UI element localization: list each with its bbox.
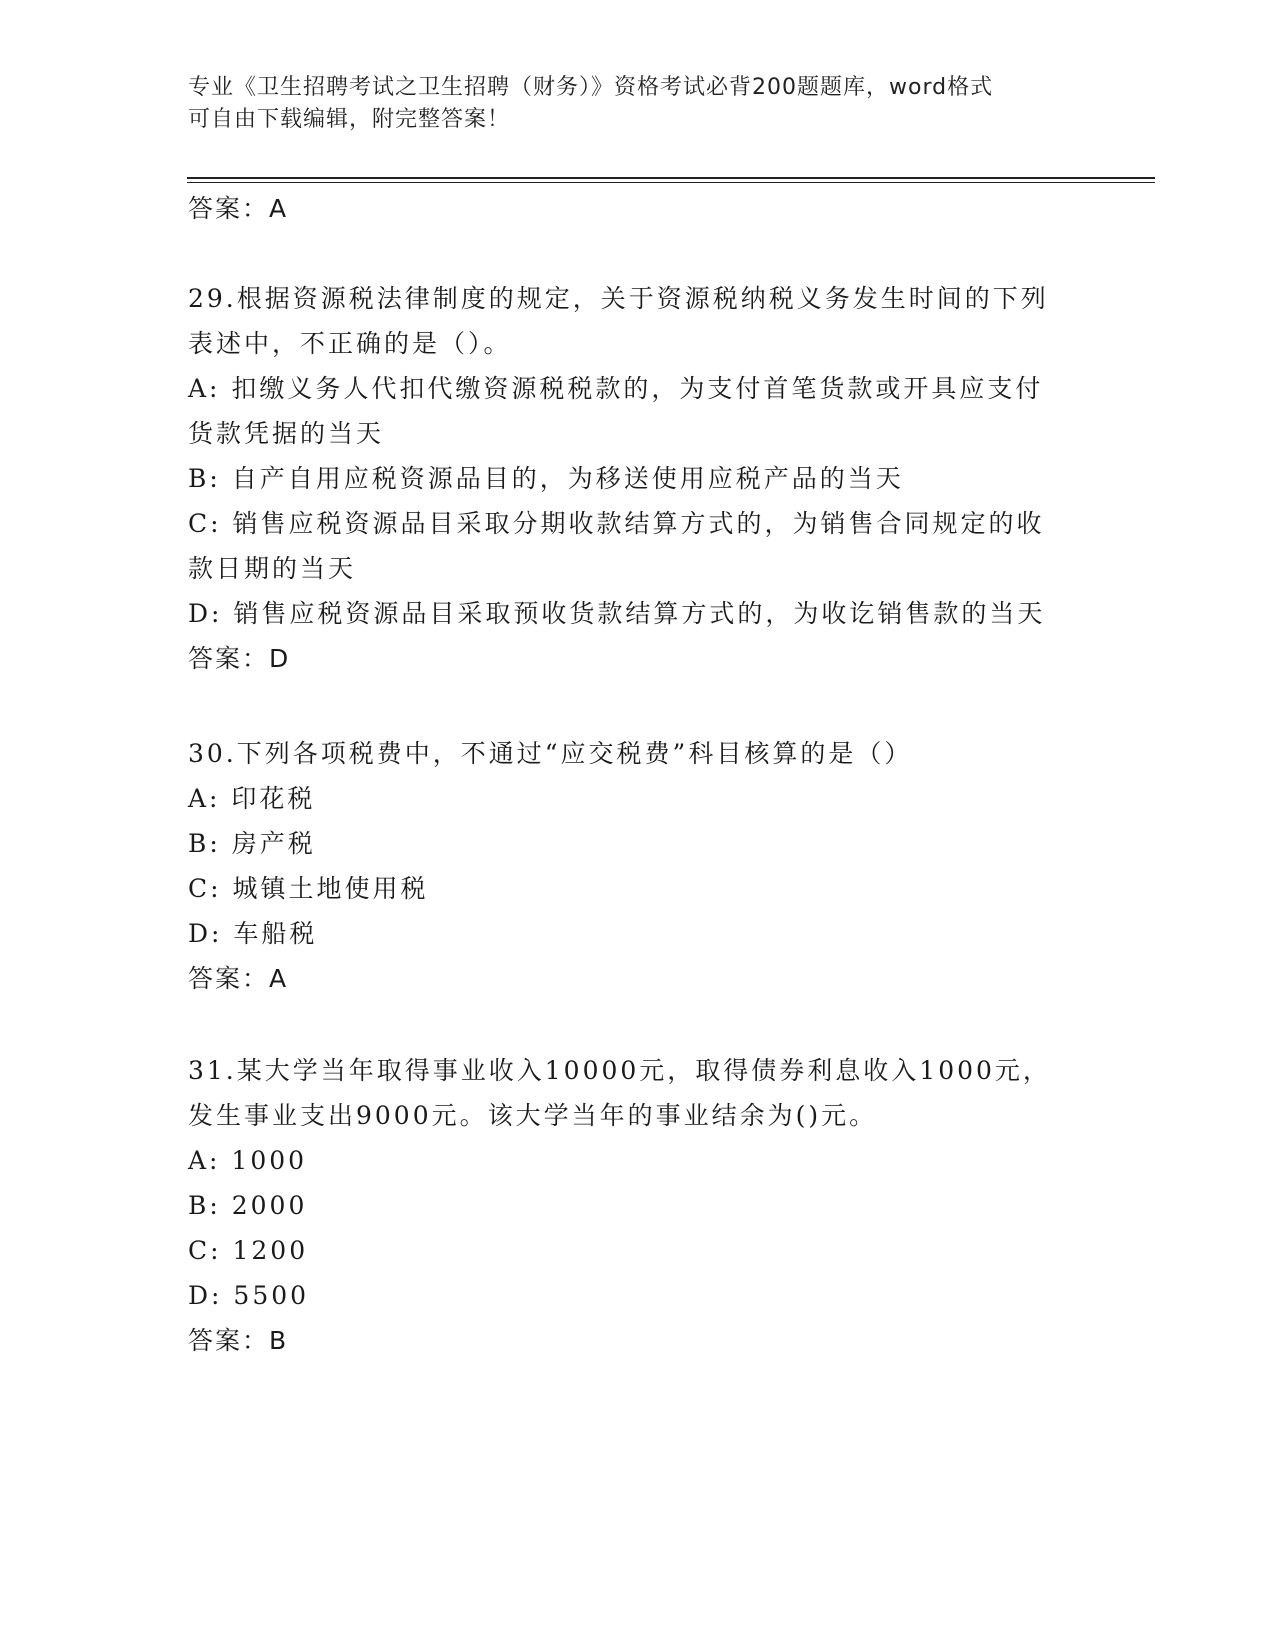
option-c-line: C: 1200 (188, 1236, 309, 1265)
option-b-line: B: 房产税 (188, 829, 316, 858)
header-line-2: 可自由下载编辑，附完整答案！ (188, 107, 511, 132)
question-answer: 答案：A (188, 964, 289, 993)
option-c-line: C: 城镇土地使用税 (188, 874, 429, 903)
question-stem-line: 29.根据资源税法律制度的规定，关于资源税纳税义务发生时间的下列 (188, 284, 1049, 313)
previous-answer-block (188, 186, 1068, 231)
question-stem-line: 表述中，不正确的是（）。 (188, 329, 512, 358)
header-rule-thin (187, 182, 1155, 183)
option-d-line: D: 销售应税资源品目采取预收货款结算方式的，为收讫销售款的当天 (188, 599, 1046, 628)
question-answer: 答案：D (188, 644, 291, 673)
option-c-line: 款日期的当天 (188, 554, 357, 583)
question-stem-line: 30.下列各项税费中，不通过“应交税费”科目核算的是（） (188, 739, 913, 768)
question-30 (188, 731, 1068, 1001)
option-a-line: A: 1000 (188, 1146, 308, 1175)
option-a-line: 货款凭据的当天 (188, 419, 385, 448)
option-c-line: C: 销售应税资源品目采取分期收款结算方式的，为销售合同规定的收 (188, 509, 1045, 538)
option-a-line: A: 扣缴义务人代扣代缴资源税税款的，为支付首笔货款或开具应支付 (188, 374, 1044, 403)
question-29 (188, 276, 1068, 681)
header-rule-thick (187, 177, 1155, 179)
question-31 (188, 1048, 1068, 1363)
header-line-1: 专业《卫生招聘考试之卫生招聘（财务）》资格考试必背200题题库，word格式 (188, 75, 994, 100)
option-b-line: B: 自产自用应税资源品目的，为移送使用应税产品的当天 (188, 464, 904, 493)
option-d-line: D: 5500 (188, 1281, 310, 1310)
question-stem-line: 31.某大学当年取得事业收入10000元，取得债券利息收入1000元， (188, 1056, 1051, 1085)
document-header (188, 72, 1088, 136)
option-a-line: A: 印花税 (188, 784, 316, 813)
question-answer: 答案：B (188, 1326, 289, 1355)
previous-answer: 答案：A (188, 194, 289, 223)
option-b-line: B: 2000 (188, 1191, 308, 1220)
question-stem-line: 发生事业支出9000元。该大学当年的事业结余为()元。 (188, 1101, 878, 1130)
option-d-line: D: 车船税 (188, 919, 318, 948)
